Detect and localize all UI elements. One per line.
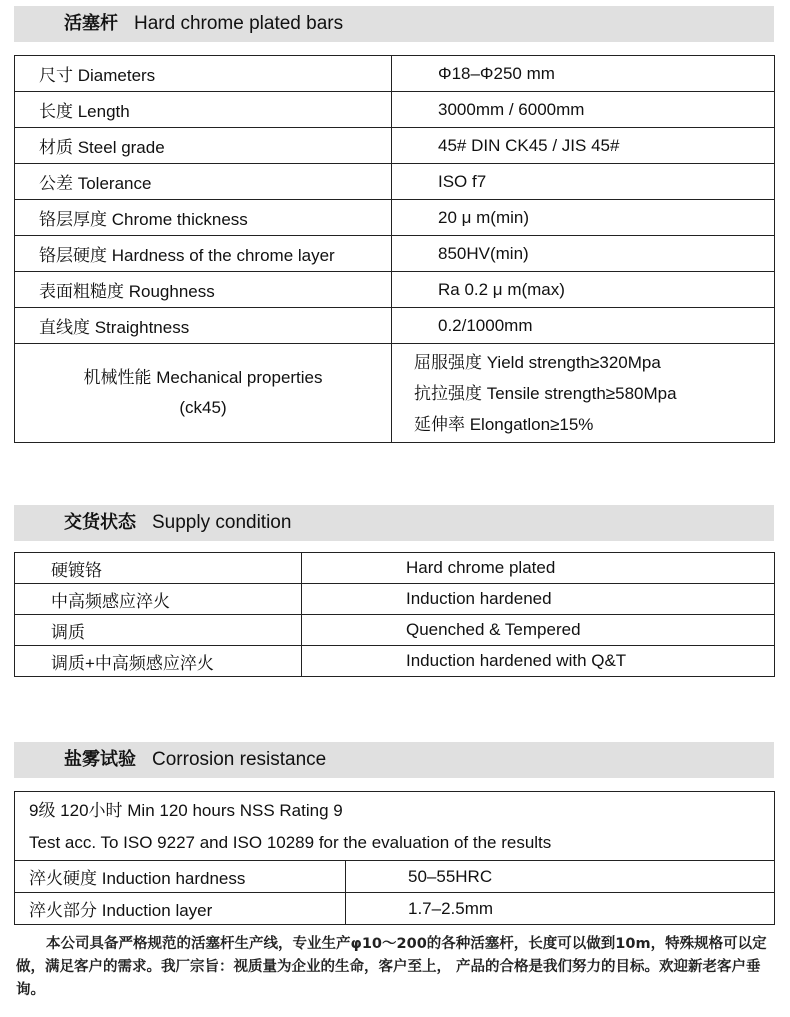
supply-value: Hard chrome plated [302, 553, 775, 584]
supply-label: 调质 [15, 615, 302, 646]
table-row [15, 92, 775, 128]
table-row [15, 893, 775, 925]
hardening-label: 淬火硬度 Induction hardness [15, 861, 346, 893]
spec-value: 3000mm / 6000mm [392, 92, 775, 128]
spec-label: 长度 Length [15, 92, 392, 128]
mechanical-label [15, 344, 392, 443]
spec-value: 0.2/1000mm [392, 308, 775, 344]
corrosion-description [15, 792, 775, 861]
tensile-strength: 抗拉强度 Tensile strength≥580Mpa [414, 383, 677, 403]
table-row [15, 792, 775, 861]
mechanical-values [392, 344, 775, 443]
table-row [15, 344, 775, 443]
section-header-supply-condition [14, 505, 774, 541]
hardening-value: 1.7–2.5mm [346, 893, 775, 925]
spec-value: Φ18–Φ250 mm [392, 56, 775, 92]
table-row [15, 553, 775, 584]
spec-label: 材质 Steel grade [15, 128, 392, 164]
mechanical-label-line2: (ck45) [179, 398, 227, 417]
supply-value: Induction hardened with Q&T [302, 646, 775, 677]
section-header-hard-chrome [14, 6, 774, 42]
spec-label: 表面粗糙度 Roughness [15, 272, 392, 308]
section-title-en: Corrosion resistance [152, 749, 327, 770]
spec-value: Ra 0.2 μ m(max) [392, 272, 775, 308]
corrosion-line2: Test acc. To ISO 9227 and ISO 10289 for the evaluation of the results [29, 833, 552, 852]
corrosion-line1: 9级 120小时 Min 120 hours NSS Rating 9 [29, 801, 343, 820]
spec-value: 850HV(min) [392, 236, 775, 272]
company-note [16, 933, 774, 1002]
spec-label: 铬层硬度 Hardness of the chrome layer [15, 236, 392, 272]
mechanical-label-line1: 机械性能 Mechanical properties [83, 368, 323, 387]
table-row [15, 615, 775, 646]
section-title-cn: 活塞杆 [64, 13, 118, 34]
supply-label: 中高频感应淬火 [15, 584, 302, 615]
spec-label: 铬层厚度 Chrome thickness [15, 200, 392, 236]
spec-label: 公差 Tolerance [15, 164, 392, 200]
table-row [15, 200, 775, 236]
section-title-cn: 交货状态 [64, 512, 136, 533]
hardening-label: 淬火部分 Induction layer [15, 893, 346, 925]
hardening-value: 50–55HRC [346, 861, 775, 893]
table-row [15, 56, 775, 92]
spec-label: 直线度 Straightness [15, 308, 392, 344]
table-row [15, 128, 775, 164]
section-title-en: Hard chrome plated bars [134, 13, 344, 34]
supply-label: 硬镀铬 [15, 553, 302, 584]
table-row [15, 584, 775, 615]
spec-value: 20 μ m(min) [392, 200, 775, 236]
spec-label: 尺寸 Diameters [15, 56, 392, 92]
supply-condition-table [14, 552, 775, 677]
corrosion-table [14, 791, 775, 925]
table-row [15, 308, 775, 344]
table-row [15, 236, 775, 272]
section-title-cn: 盐雾试验 [64, 749, 136, 770]
yield-strength: 屈服强度 Yield strength≥320Mpa [414, 352, 661, 372]
table-row [15, 646, 775, 677]
section-title-en: Supply condition [152, 512, 292, 533]
specs-table [14, 55, 775, 443]
table-row [15, 164, 775, 200]
table-row [15, 272, 775, 308]
section-header-corrosion [14, 742, 774, 778]
elongation: 延伸率 Elongatlon≥15% [414, 414, 594, 434]
supply-value: Quenched & Tempered [302, 615, 775, 646]
supply-label: 调质+中高频感应淬火 [15, 646, 302, 677]
supply-value: Induction hardened [302, 584, 775, 615]
spec-value: 45# DIN CK45 / JIS 45# [392, 128, 775, 164]
table-row [15, 861, 775, 893]
spec-value: ISO f7 [392, 164, 775, 200]
company-note-text: 本公司具备严格规范的活塞杆生产线，专业生产φ10～200的各种活塞杆，长度可以做到10m，特殊规格可以定做，满足客户的需求。我厂宗旨：视质量为企业的生命，客户至上， 产品的合格是我们努力的目标。欢迎新老客户垂询。 [16, 936, 767, 998]
